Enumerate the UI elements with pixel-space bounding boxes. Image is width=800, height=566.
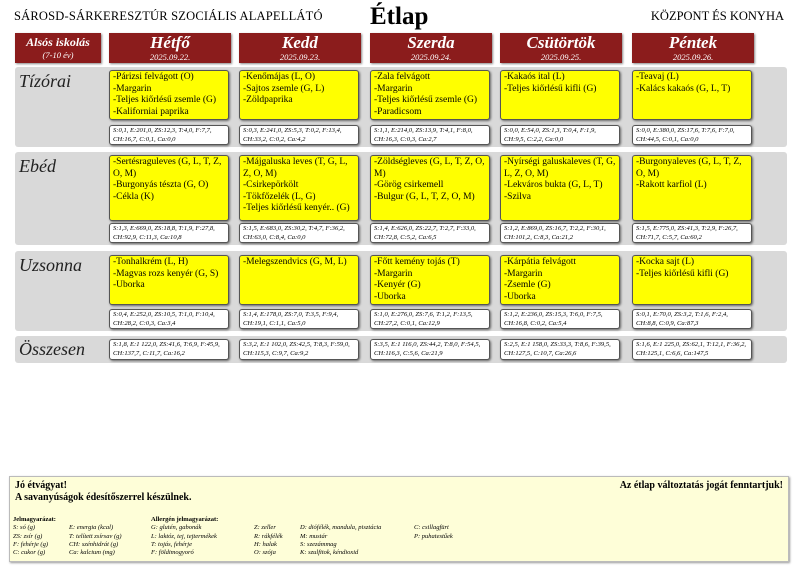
- menu-cell-ebed: [500, 155, 620, 221]
- meal-label-ebed: Ebéd: [19, 156, 56, 176]
- allergen-entry: Z: zeller: [254, 524, 276, 532]
- menu-item: -Rakott karfiol (L): [636, 180, 707, 190]
- day-date: 2025.09.25.: [540, 52, 582, 62]
- menu-cell-uzsonna: [632, 255, 752, 305]
- legend-entry: F: fehérje (g): [13, 540, 49, 548]
- footer-panel: [9, 476, 789, 562]
- allergen-entry: R: rákfélék: [254, 532, 283, 540]
- nutrition-cell-uzsonna: S:1,0, E:276,0, ZS:7,6, T:1,2, F:13,5, CH:27,2, C:0,1, Ca:12,9: [370, 309, 490, 329]
- menu-item: -Tonhalkrém (L, H): [113, 257, 189, 267]
- menu-item: -Kaliforniai paprika: [113, 106, 189, 117]
- nutrition-cell-osszesen: S:1,6, E:1 225,0, ZS:62,1, T:12,1, F:36,2, CH:125,1, C:6,6, Ca:147,5: [632, 339, 752, 360]
- menu-item: -Paradicsom: [374, 106, 422, 117]
- allergen-entry: C: csillagfürt: [414, 524, 449, 532]
- allergen-entry: K: szulfitok, kéndioxid: [300, 549, 359, 557]
- menu-cell-tizorai: [109, 70, 229, 120]
- menu-item: -Margarin: [374, 268, 413, 279]
- legend-entry: C: cukor (g): [13, 549, 46, 557]
- day-name: Kedd: [282, 33, 318, 52]
- legend-entry: Ca: kalcium (mg): [69, 549, 115, 557]
- allergen-entry: T: tojás, fehérje: [151, 540, 192, 548]
- footer-note: A savanyúságok édesítőszerrel készülnek.: [15, 492, 192, 503]
- nutrition-cell-ebed: S:1,4, E:626,0, ZS:22,7, T:2,7, F:33,0, CH:72,8, C:5,2, Ca:6,5: [370, 223, 490, 243]
- menu-cell-uzsonna: [239, 255, 359, 305]
- nutrition-cell-ebed: S:1,2, E:869,0, ZS:16,7, T:2,2, F:30,1, CH:101,2, C:8,3, Ca:21,2: [500, 223, 620, 243]
- allergen-entry: H: halak: [254, 540, 277, 548]
- nutrition-legend: [13, 516, 122, 557]
- menu-item: -Zsemle (G): [504, 280, 551, 290]
- menu-item: -Nyírségi galuskaleves (T, G, L, Z, O, M): [504, 157, 616, 179]
- nutrition-cell-tizorai: S:0,3, E:241,0, ZS:5,3, T:0,2, F:13,4, CH:33,2, C:0,2, Ca:4,2: [239, 125, 359, 145]
- menu-item: -Főtt kemény tojás (T): [374, 257, 460, 267]
- menu-cell-ebed: [109, 155, 229, 221]
- nutrition-cell-tizorai: S:0,1, E:201,0, ZS:12,3, T:4,0, F:7,7, CH:16,7, C:0,1, Ca:0,0: [109, 125, 229, 145]
- allergen-entry: M: mustár: [300, 532, 328, 540]
- day-name: Csütörtök: [526, 33, 596, 52]
- menu-item: -Sertésraguleves (G, L, T, Z, O, M): [113, 157, 222, 179]
- group-name: Alsós iskolás: [26, 35, 90, 49]
- menu-item: -Teljes kiőrlésű zsemle (G): [113, 95, 217, 105]
- nutrition-cell-ebed: S:1,5, E:683,0, ZS:30,2, T:4,7, F:36,2, CH:63,0, C:8,4, Ca:0,0: [239, 223, 359, 243]
- allergen-legend: [151, 516, 453, 557]
- nutrition-cell-osszesen: S:2,5, E:1 158,0, ZS:33,3, T:8,6, F:39,5, CH:127,5, C:10,7, Ca:26,6: [500, 339, 620, 360]
- day-name: Hétfő: [150, 33, 190, 52]
- nutrition-legend-title: Jelmagyarázat:: [13, 516, 56, 523]
- footer-disclaimer: Az étlap változtatás jogát fenntartjuk!: [619, 480, 783, 491]
- day-date: 2025.09.26.: [672, 52, 714, 62]
- menu-item: -Szilva: [504, 191, 531, 202]
- menu-cell-uzsonna: [500, 255, 620, 305]
- menu-item: -Teljes kiőrlésű kifli (G): [636, 268, 729, 279]
- day-header-wednesday: [370, 33, 492, 63]
- day-header-tuesday: [239, 33, 361, 63]
- allergen-entry: D: diófélék, mandula, pisztácia: [300, 524, 382, 532]
- allergen-entry: O: szója: [254, 549, 276, 557]
- nutrition-cell-uzsonna: S:1,2, E:236,0, ZS:15,3, T:6,0, F:7,5, CH:16,8, C:0,2, Ca:5,4: [500, 309, 620, 329]
- menu-cell-ebed: [632, 155, 752, 221]
- menu-item: -Melegszendvics (G, M, L): [243, 257, 347, 267]
- menu-item: -Zöldpaprika: [243, 95, 293, 105]
- menu-item: -Kakaós ital (L): [504, 72, 565, 82]
- menu-item: -Kocka sajt (L): [636, 257, 695, 267]
- menu-item: -Bulgur (G, L, T, Z, O, M): [374, 191, 475, 202]
- menu-cell-tizorai: [239, 70, 359, 120]
- menu-cell-uzsonna: [109, 255, 229, 305]
- legend-entry: ZS: zsír (g): [13, 532, 43, 540]
- nutrition-cell-tizorai: S:0,0, E:54,0, ZS:1,3, T:0,4, F:1,9, CH:9,5, C:2,2, Ca:0,0: [500, 125, 620, 145]
- day-date: 2025.09.23.: [279, 52, 321, 62]
- day-name: Szerda: [407, 33, 455, 52]
- menu-item: -Csirkepörkölt: [243, 180, 299, 190]
- menu-item: -Teljes kiőrlésű zsemle (G): [374, 95, 478, 105]
- allergen-entry: L: laktóz, tej, tejtermékek: [151, 532, 217, 540]
- legend-entry: T: telített zsírsav (g): [69, 532, 122, 540]
- menu-item: -Margarin: [504, 268, 543, 279]
- nutrition-cell-uzsonna: S:1,4, E:178,0, ZS:7,0, T:3,5, F:9,4, CH:19,1, C:1,1, Ca:5,0: [239, 309, 359, 329]
- nutrition-cell-osszesen: S:3,2, E:1 102,0, ZS:42,5, T:8,3, F:59,0, CH:115,3, C:9,7, Ca:9,2: [239, 339, 359, 360]
- group-header: [15, 33, 101, 63]
- menu-item: -Margarin: [113, 83, 152, 94]
- menu-item: -Zöldségleves (G, L, T, Z, O, M): [374, 157, 485, 179]
- allergen-entry: P: puhatestűek: [414, 532, 453, 540]
- nutrition-cell-ebed: S:1,5, E:775,0, ZS:41,3, T:2,9, F:26,7, CH:71,7, C:5,7, Ca:60,2: [632, 223, 752, 243]
- nutrition-cell-uzsonna: S:0,4, E:252,0, ZS:10,5, T:1,0, F:10,4, CH:28,2, C:0,3, Ca:3,4: [109, 309, 229, 329]
- menu-item: -Sajtos zsemle (G, L): [243, 83, 325, 94]
- menu-cell-ebed: [239, 155, 359, 221]
- meal-label-uzsonna: Uzsonna: [19, 255, 83, 275]
- menu-item: -Teavaj (L): [636, 72, 679, 82]
- legend-entry: CH: szénhidrát (g): [69, 540, 119, 548]
- allergen-entry: F: földimogyoró: [151, 549, 194, 557]
- allergen-entry: S: szezámmag: [300, 540, 337, 548]
- menu-item: -Uborka: [113, 280, 145, 290]
- menu-cell-uzsonna: [370, 255, 490, 305]
- menu-item: -Lekváros bukta (G, L, T): [504, 180, 603, 190]
- menu-item: -Margarin: [374, 83, 413, 94]
- allergen-entry: [414, 549, 453, 557]
- menu-cell-tizorai: [632, 70, 752, 120]
- menu-item: -Burgonyaleves (G, L, T, Z, O, M): [636, 157, 742, 179]
- header-left: SÁROSD-SÁRKERESZTÚR SZOCIÁLIS ALAPELLÁTÓ: [14, 9, 323, 23]
- day-header-monday: [109, 33, 231, 63]
- day-date: 2025.09.24.: [410, 52, 452, 62]
- menu-item: -Magvas rozs kenyér (G, S): [113, 268, 219, 279]
- day-header-friday: [632, 33, 754, 63]
- menu-item: -Májgaluska leves (T, G, L, Z, O, M): [243, 157, 348, 179]
- menu-item: -Teljes kiőrlésű kenyér.. (G): [243, 203, 350, 213]
- menu-item: -Kalács kakaós (G, L, T): [636, 83, 731, 94]
- legend-entry: E: energia (kcal): [69, 524, 114, 532]
- nutrition-cell-uzsonna: S:0,1, E:70,0, ZS:3,2, T:1,6, F:2,4, CH:8,8, C:0,9, Ca:87,3: [632, 309, 752, 329]
- menu-cell-tizorai: [500, 70, 620, 120]
- nutrition-cell-osszesen: S:3,5, E:1 116,0, ZS:44,2, T:8,0, F:54,5, CH:116,3, C:5,6, Ca:21,9: [370, 339, 490, 360]
- menu-item: -Burgonyás tészta (G, O): [113, 180, 209, 190]
- nutrition-cell-tizorai: S:0,0, E:380,0, ZS:17,6, T:7,6, F:7,0, CH:44,5, C:0,1, Ca:0,0: [632, 125, 752, 145]
- page-title: Étlap: [370, 3, 429, 30]
- menu-item: -Tökfőzelék (L, G): [243, 191, 316, 202]
- allergen-entry: [414, 541, 453, 549]
- menu-item: -Kenőmájas (L, O): [243, 72, 316, 82]
- menu-cell-tizorai: [370, 70, 490, 120]
- nutrition-cell-tizorai: S:1,1, E:214,0, ZS:13,9, T:4,1, F:8,0, CH:16,3, C:0,3, Ca:2,7: [370, 125, 490, 145]
- allergen-legend-title: Allergén jelmagyarázat:: [151, 516, 219, 523]
- nutrition-cell-osszesen: S:1,8, E:1 122,0, ZS:41,6, T:6,9, F:45,9, CH:137,7, C:11,7, Ca:16,2: [109, 339, 229, 360]
- header-right: KÖZPONT ÉS KONYHA: [650, 9, 784, 23]
- meal-label-osszesen: Összesen: [19, 339, 85, 359]
- allergen-entry: G: glutén, gabonák: [151, 524, 202, 532]
- menu-item: -Cékla (K): [113, 191, 154, 202]
- day-date: 2025.09.22.: [149, 52, 191, 62]
- legend-entry: S: só (g): [13, 524, 36, 532]
- menu-item: -Párizsi felvágott (O): [113, 72, 194, 82]
- group-age: (7-10 év): [42, 50, 74, 60]
- meal-label-tizorai: Tízórai: [19, 71, 72, 91]
- menu-item: -Teljes kiőrlésű kifli (G): [504, 83, 597, 94]
- day-name: Péntek: [668, 33, 718, 52]
- menu-item: -Kárpátia felvágott: [504, 257, 577, 267]
- day-header-thursday: [500, 33, 622, 63]
- menu-item: -Uborka: [504, 291, 536, 302]
- menu-item: -Zala felvágott: [374, 72, 431, 82]
- menu-item: -Uborka: [374, 291, 406, 302]
- menu-item: -Kenyér (G): [374, 280, 421, 290]
- footer-greeting: Jó étvágyat!: [15, 480, 67, 491]
- menu-item: -Görög csirkemell: [374, 180, 444, 190]
- nutrition-cell-ebed: S:1,3, E:669,0, ZS:18,8, T:1,9, F:27,8, CH:92,9, C:11,3, Ca:10,8: [109, 223, 229, 243]
- menu-cell-ebed: [370, 155, 490, 221]
